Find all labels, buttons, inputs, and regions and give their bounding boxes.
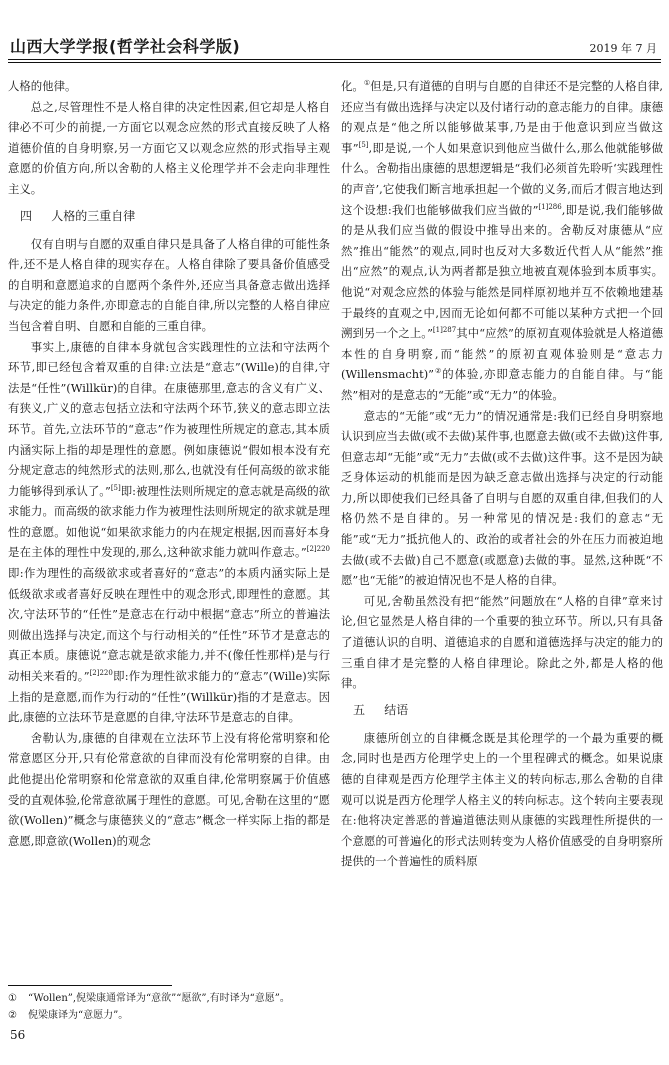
paragraph: 康德所创立的自律概念既是其伦理学的一个最为重要的概念,同时也是西方伦理学史上的一个里程碑式的概念。如果说康德的自律观是西方伦理学主体主义的转向标志,那么舍勒的自律观可以说是西方伦理学人格主义的转向标志。这个转向主要表现在:他将决定善恶的普遍道德法则从康德的实践理性所提供的一个意愿的可普遍化的形式法则转变为人格价值感受的自身明察所提供的一个普遍性的质料原 bbox=[341, 730, 663, 869]
footnotes bbox=[8, 990, 658, 1024]
section-heading-5 bbox=[341, 700, 663, 720]
page-header bbox=[0, 0, 669, 66]
paragraph: 意志的“无能”或“无力”的情况通常是:我们已经自身明察地认识到应当去做(或不去做)某件事,也愿意去做(或不去做)这件事,但意志却“无能”或“无力”去做(或不去做)这件事。这不是因为缺乏身体运动的机能而是因为缺乏意志做出选择与决定的行动能力,所以即使我们已经具备了自明与自愿的双重自律,但我们的人格仍然不是自律的。另一种常见的情况是:我们的意志“无能”或“无力”抵抗他人的、政治的或者社会的外在压力而被迫地去做(或不去做)自己不愿意(或愿意)去做的事。显然,这种既“不愿”也“无能”的被迫情况也不是人格的自律。 bbox=[341, 408, 663, 588]
paragraph: 仅有自明与自愿的双重自律只是具备了人格自律的可能性条件,还不是人格自律的现实存在。人格自律除了要具备价值感受的自明和意愿追求的自愿两个条件外,还应当具备意志做出选择与决定的能力条件,亦即意志的自能自律,所以完整的人格自律应当包含着自明、自愿和自能的三重自律。 bbox=[8, 236, 330, 333]
citation-ref: [1]286 bbox=[538, 202, 562, 211]
footnote-text: 倪梁康译为“意愿力”。 bbox=[28, 1010, 129, 1021]
footnote-rule bbox=[8, 985, 172, 986]
citation-ref: [5] bbox=[110, 483, 121, 492]
paragraph-text: 但是,只有道德的自明与自愿的自律还不是完整的人格自律,还应当有做出选择与决定以及付诸行动的意志能力的自律。康德的观点是“他之所以能够做某事,乃是由于他意识到应当做这事” bbox=[341, 79, 663, 155]
paragraph: 舍勒认为,康德的自律观在立法环节上没有将伦常明察和伦常意愿区分开,只有伦常意欲的自律而没有伦常明察的自律。由此他提出伦常明察和伦常意欲的双重自律,伦常明察属于价值感受的直观体验,伦常意欲属于理性的意愿。可见,舍勒在这里的“愿欲(Wollen)”概念与康德狭义的“意志”概念一样实际上指的都是意愿,即意欲(Wollen)的观念 bbox=[8, 730, 330, 848]
section-number: 五 bbox=[353, 702, 366, 717]
paragraph-text: ,即是说,我们能够做的是从我们应当做的假设中推导出来的。舍勒反对康德从“应然”推出“能然”的观点,同时也反对大多数近代哲人从“能然”推出“应然”的观点,认为两者都是独立地被直观体验到本质事实。他说“对观念应然的体验与能然是同样原初地并互不依赖地建基于最终的直观之中,因而无论如何都不可能以某种方式把一个回溯到另一个之上。” bbox=[341, 202, 663, 341]
section-number: 四 bbox=[20, 208, 33, 223]
paragraph: 总之,尽管理性不是人格自律的决定性因素,但它却是人格自律必不可少的前提,一方面它以观念应然的形式直接反映了人格道德价值的自身明察,另一方面它又以观念应然的形式指导主观意愿的价值方向,所以舍勒的人格主义伦理学并不会走向非理性主义。 bbox=[8, 99, 330, 196]
left-column bbox=[8, 76, 330, 851]
citation-ref: [2]220 bbox=[306, 545, 330, 554]
paragraph-continuation bbox=[341, 76, 663, 406]
citation-ref: [5] bbox=[358, 140, 369, 149]
header-rule-thin bbox=[8, 62, 661, 63]
journal-title: 山西大学学报(哲学社会科学版) bbox=[10, 37, 241, 56]
paragraph-text: ,即是说,一个人如果意识到他应当做什么,那么他就能够做什么。舍勒指出康德的思想逻辑是“我们必须首先聆听‘实践理性的声音’,它使我们断言地承担起一个做的义务,而后才假言地达到这个设想:我们也能够做我们应当做的” bbox=[341, 140, 663, 217]
section-title: 人格的三重自律 bbox=[51, 208, 136, 223]
paragraph-text: 事实上,康德的自律本身就包含实践理性的立法和守法两个环节,即已经包含着双重的自律:立法是“意志”(Wille)的自律,守法是“任性”(Willkür)的自律。在康德那里,意志的含义有广义、有狭义,广义的意志包括立法和守法两个环节,狭义的意志即立法环节。首先,立法环节的“意志”作为被理性所规定的意志,其本质内涵实际上指的却是理性的意愿。例如康德说“假如根本没有充分规定意志的纯然形式的法则,那么,也就没有任何高级的欲求能力能够得到承认了。” bbox=[8, 339, 330, 498]
paragraph-text: 即:作为理性的高级欲求或者喜好的“意志”的本质内涵实际上是低级欲求或者喜好反映在理性中的观念形式,即理性的意愿。其次,守法环节的“任性”是意志在行动中根据“意志”所立的普遍法则做出选择与决定,而这个与行动相关的“任性”环节才是意志的真正本质。康德说“意志就是欲求能力,并不(像任性那样)是与行动相关来看的。” bbox=[8, 566, 330, 684]
footnote-marker: ② bbox=[433, 367, 443, 376]
issue-date: 2019 年 7 月 bbox=[589, 42, 657, 55]
paragraph bbox=[8, 337, 330, 728]
footnote-mark: ② bbox=[8, 1010, 17, 1021]
section-heading-4 bbox=[8, 206, 330, 226]
footnote-marker: ① bbox=[363, 79, 371, 88]
paragraph-text: 其中“应然”的原初直观体验就是人格道德本性的自身明察,而“能然”的原初直观体验则是“意志力(Willensmacht)” bbox=[341, 326, 664, 382]
citation-ref: [2]220 bbox=[89, 669, 113, 678]
footnote-text: “Wollen”,倪梁康通常译为“意欲”“愿欲”,有时译为“意愿”。 bbox=[28, 993, 290, 1004]
footnote-2 bbox=[8, 1007, 658, 1024]
citation-ref: [1]287 bbox=[432, 326, 457, 335]
paragraph-continuation: 人格的他律。 bbox=[8, 79, 77, 93]
paragraph-text: 即:被理性法则所规定的意志就是高级的欲求能力。而高级的欲求能力作为被理性法则所规定的欲求就是理性的意愿。如他说“如果欲求能力的内在规定根据,因而喜好本身是在主体的理性中发现的,那么,这种欲求能力就叫作意志。” bbox=[8, 483, 331, 560]
page-number: 56 bbox=[10, 1028, 26, 1042]
header-rule-thick bbox=[8, 59, 661, 60]
paragraph-text: 的体验,亦即意志能力的自能自律。与“能然”相对的是意志的“无能”或“无力”的体验。 bbox=[341, 367, 663, 402]
footnote-mark: ① bbox=[8, 993, 17, 1004]
right-column bbox=[341, 76, 663, 872]
paragraph-text: 化。 bbox=[341, 79, 364, 93]
footnote-1 bbox=[8, 990, 658, 1007]
paragraph-text: 即:作为理性欲求能力的“意志”(Wille)实际上指的是意愿,而作为行动的“任性”(Willkür)指的才是意志。因此,康德的立法环节是意愿的自律,守法环节是意志的自律。 bbox=[8, 669, 330, 725]
paragraph: 可见,舍勒虽然没有把“能然”问题放在“人格的自律”章来讨论,但它显然是人格自律的一个重要的独立环节。所以,只有具备了道德认识的自明、道德追求的自愿和道德选择与决定的能力的三重自律才是完整的人格自律理论。除此之外,都是人格的他律。 bbox=[341, 593, 663, 691]
section-title: 结语 bbox=[384, 702, 409, 717]
